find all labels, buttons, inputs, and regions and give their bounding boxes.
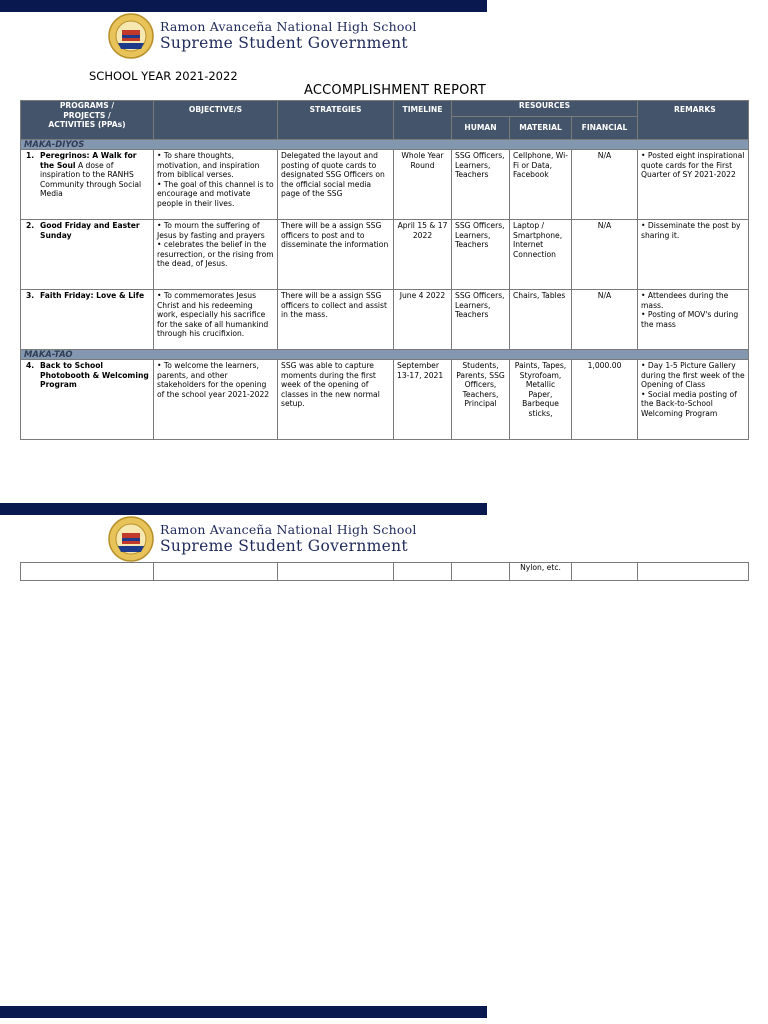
school-seal-icon xyxy=(108,13,154,59)
header-resources: RESOURCES xyxy=(452,101,638,117)
top-banner-bar xyxy=(0,0,487,12)
row-financial: N/A xyxy=(572,290,638,350)
row-remarks xyxy=(638,563,749,581)
row-remarks: • Posted eight inspirational quote cards for the First Quarter of SY 2021-2022 xyxy=(638,150,749,220)
table-row xyxy=(21,360,749,440)
school-name: Ramon Avanceña National High School xyxy=(160,522,417,537)
row-strategy xyxy=(278,563,394,581)
row-material: Paints, Tapes, Styrofoam, Metallic Paper, Barbeque sticks, xyxy=(510,360,572,440)
row-material: Cellphone, Wi-Fi or Data, Facebook xyxy=(510,150,572,220)
row-strategy: SSG was able to capture moments during the first week of the opening of classes in the new normal setup. xyxy=(278,360,394,440)
row-timeline: June 4 2022 xyxy=(394,290,452,350)
row-program: 1. Peregrinos: A Walk for the Soul A dose of inspiration to the RANHS Community through Social Media xyxy=(21,150,154,220)
row-program: 4. Back to School Photobooth & Welcoming Program xyxy=(21,360,154,440)
row-human xyxy=(452,563,510,581)
table-row xyxy=(21,150,749,220)
row-financial xyxy=(572,563,638,581)
header-financial: FINANCIAL xyxy=(572,117,638,140)
row-material: Laptop / Smartphone, Internet Connection xyxy=(510,220,572,290)
row-objective: • To welcome the learners, parents, and other stakeholders for the opening of the school year 2021-2022 xyxy=(154,360,278,440)
header-strategies: STRATEGIES xyxy=(278,101,394,140)
row-human: Students, Parents, SSG Officers, Teachers, Principal xyxy=(452,360,510,440)
row-objective xyxy=(154,563,278,581)
row-program xyxy=(21,563,154,581)
row-human: SSG Officers, Learners, Teachers xyxy=(452,150,510,220)
row-human: SSG Officers, Learners, Teachers xyxy=(452,290,510,350)
row-financial: 1,000.00 xyxy=(572,360,638,440)
row-timeline xyxy=(394,563,452,581)
top-banner-bar xyxy=(0,503,487,515)
section-maka-diyos: MAKA-DIYOS xyxy=(21,140,749,150)
row-objective: • To mourn the suffering of Jesus by fasting and prayers • celebrates the belief in the resurrection, or the rising from the dead, of Jesus. xyxy=(154,220,278,290)
row-timeline: April 15 & 17 2022 xyxy=(394,220,452,290)
letterhead xyxy=(108,516,417,564)
header-timeline: TIMELINE xyxy=(394,101,452,140)
row-material: Chairs, Tables xyxy=(510,290,572,350)
row-program: 2. Good Friday and Easter Sunday xyxy=(21,220,154,290)
row-material: Nylon, etc. xyxy=(510,563,572,581)
row-financial: N/A xyxy=(572,220,638,290)
header-human: HUMAN xyxy=(452,117,510,140)
school-name: Ramon Avanceña National High School xyxy=(160,19,417,34)
row-remarks: • Attendees during the mass. • Posting of MOV's during the mass xyxy=(638,290,749,350)
report-title: ACCOMPLISHMENT REPORT xyxy=(304,83,486,98)
row-human: SSG Officers, Learners, Teachers xyxy=(452,220,510,290)
row-remarks: • Day 1-5 Picture Gallery during the first week of the Opening of Class • Social media posting of the Back-to-School Welcoming Program xyxy=(638,360,749,440)
header-objectives: OBJECTIVE/S xyxy=(154,101,278,140)
row-strategy: Delegated the layout and posting of quote cards to designated SSG Officers on the official social media page of the SSG xyxy=(278,150,394,220)
letterhead xyxy=(108,13,417,61)
school-seal-icon xyxy=(108,516,154,562)
table-row xyxy=(21,290,749,350)
row-timeline: Whole Year Round xyxy=(394,150,452,220)
header-remarks: REMARKS xyxy=(638,101,749,140)
header-material: MATERIAL xyxy=(510,117,572,140)
row-program: 3. Faith Friday: Love & Life xyxy=(21,290,154,350)
accomplishment-table-continued xyxy=(20,562,749,581)
row-strategy: There will be a assign SSG officers to post and to disseminate the information xyxy=(278,220,394,290)
section-maka-tao: MAKA-TAO xyxy=(21,350,749,360)
table-row xyxy=(21,220,749,290)
row-objective: • To share thoughts, motivation, and inspiration from biblical verses. • The goal of this channel is to encourage and motivate people in their lives. xyxy=(154,150,278,220)
table-row xyxy=(21,563,749,581)
row-objective: • To commemorates Jesus Christ and his redeeming work, especially his sacrifice for the sake of all humankind through his crucifixion. xyxy=(154,290,278,350)
accomplishment-table xyxy=(20,100,749,440)
row-financial: N/A xyxy=(572,150,638,220)
row-timeline: September 13-17, 2021 xyxy=(394,360,452,440)
header-programs: PROGRAMS / PROJECTS / ACTIVITIES (PPAs) xyxy=(21,101,154,140)
row-remarks: • Disseminate the post by sharing it. xyxy=(638,220,749,290)
organization-name: Supreme Student Government xyxy=(160,34,408,52)
school-year: SCHOOL YEAR 2021-2022 xyxy=(89,69,238,83)
top-banner-bar xyxy=(0,1006,487,1018)
row-strategy: There will be a assign SSG officers to collect and assist in the mass. xyxy=(278,290,394,350)
organization-name: Supreme Student Government xyxy=(160,537,408,555)
